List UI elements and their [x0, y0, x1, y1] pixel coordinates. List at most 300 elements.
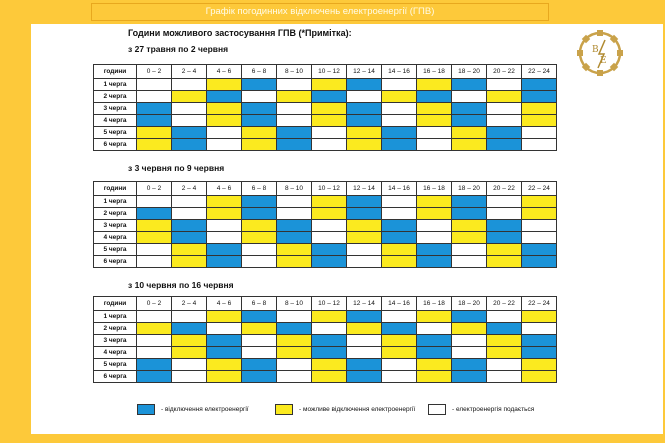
outage-cell — [487, 139, 522, 151]
power-on-cell — [382, 103, 417, 115]
time-slot-header: 14 – 16 — [382, 297, 417, 311]
time-slot-header: 8 – 10 — [277, 297, 312, 311]
outage-cell — [452, 103, 487, 115]
power-on-cell — [522, 127, 557, 139]
possible-outage-cell — [312, 371, 347, 383]
time-slot-header: 0 – 2 — [137, 65, 172, 79]
possible-outage-cell — [137, 127, 172, 139]
outage-cell — [277, 127, 312, 139]
outage-cell — [242, 115, 277, 127]
possible-outage-cell — [312, 359, 347, 371]
queue-label: 6 черга — [94, 371, 137, 383]
possible-outage-cell — [242, 323, 277, 335]
time-slot-header: 22 – 24 — [522, 65, 557, 79]
outage-cell — [172, 127, 207, 139]
possible-outage-cell — [207, 79, 242, 91]
outage-cell — [207, 244, 242, 256]
power-on-cell — [207, 220, 242, 232]
outage-cell — [207, 335, 242, 347]
queue-label: 2 черга — [94, 323, 137, 335]
queue-row — [94, 79, 557, 91]
power-on-cell — [312, 232, 347, 244]
queue-row — [94, 371, 557, 383]
power-on-cell — [522, 323, 557, 335]
outage-cell — [172, 220, 207, 232]
legend-label-off: - відключення електроенергії — [161, 406, 249, 413]
time-slot-header: 18 – 20 — [452, 297, 487, 311]
outage-cell — [417, 91, 452, 103]
outage-cell — [137, 208, 172, 220]
possible-outage-cell — [207, 103, 242, 115]
legend-off — [137, 404, 249, 415]
power-on-cell — [137, 335, 172, 347]
time-slot-header: 8 – 10 — [277, 182, 312, 196]
outage-cell — [242, 196, 277, 208]
power-on-cell — [452, 335, 487, 347]
legend-on — [428, 404, 534, 415]
time-slot-header: 2 – 4 — [172, 297, 207, 311]
power-on-cell — [522, 232, 557, 244]
possible-outage-cell — [417, 115, 452, 127]
outage-cell — [417, 335, 452, 347]
outage-cell — [452, 79, 487, 91]
outage-cell — [487, 232, 522, 244]
queue-row — [94, 323, 557, 335]
outage-cell — [452, 208, 487, 220]
schedule-table-3 — [93, 296, 557, 383]
power-on-cell — [137, 196, 172, 208]
queue-row — [94, 359, 557, 371]
power-on-cell — [487, 371, 522, 383]
possible-outage-cell — [522, 371, 557, 383]
queue-label: 4 черга — [94, 115, 137, 127]
outage-cell — [277, 323, 312, 335]
queue-row — [94, 311, 557, 323]
time-slot-header: 14 – 16 — [382, 65, 417, 79]
power-on-cell — [172, 196, 207, 208]
time-slot-header: 2 – 4 — [172, 65, 207, 79]
outage-cell — [452, 311, 487, 323]
possible-outage-cell — [312, 208, 347, 220]
possible-outage-cell — [312, 311, 347, 323]
queue-row — [94, 244, 557, 256]
header-row — [94, 297, 557, 311]
possible-outage-cell — [522, 208, 557, 220]
queue-row — [94, 127, 557, 139]
possible-outage-cell — [172, 244, 207, 256]
queue-label: 3 черга — [94, 335, 137, 347]
outage-cell — [522, 91, 557, 103]
header-row — [94, 65, 557, 79]
time-slot-header: 20 – 22 — [487, 297, 522, 311]
outage-cell — [487, 323, 522, 335]
power-on-cell — [522, 220, 557, 232]
possible-outage-cell — [172, 91, 207, 103]
outage-cell — [242, 311, 277, 323]
queue-label: 5 черга — [94, 359, 137, 371]
period-label-3: з 10 червня по 16 червня — [128, 280, 234, 290]
time-slot-header: 20 – 22 — [487, 65, 522, 79]
queue-row — [94, 220, 557, 232]
outage-cell — [242, 103, 277, 115]
queue-label: 2 черга — [94, 208, 137, 220]
possible-outage-cell — [452, 232, 487, 244]
outage-cell — [487, 127, 522, 139]
power-on-cell — [452, 244, 487, 256]
possible-outage-cell — [417, 79, 452, 91]
outage-cell — [347, 79, 382, 91]
queue-row — [94, 115, 557, 127]
outage-cell — [207, 256, 242, 268]
time-slot-header: 14 – 16 — [382, 182, 417, 196]
energy-company-logo — [575, 30, 625, 76]
time-slot-header: 12 – 14 — [347, 297, 382, 311]
power-on-cell — [242, 91, 277, 103]
power-on-cell — [347, 347, 382, 359]
power-on-cell — [312, 323, 347, 335]
outage-cell — [277, 232, 312, 244]
header-row — [94, 182, 557, 196]
time-slot-header: 4 – 6 — [207, 297, 242, 311]
possible-outage-cell — [347, 220, 382, 232]
outage-cell — [522, 244, 557, 256]
possible-outage-cell — [487, 335, 522, 347]
power-on-cell — [277, 371, 312, 383]
possible-outage-cell — [347, 232, 382, 244]
power-on-cell — [347, 256, 382, 268]
time-slot-header: 16 – 18 — [417, 65, 452, 79]
possible-outage-cell — [417, 371, 452, 383]
svg-text:Е: Е — [600, 56, 607, 66]
possible-outage-cell — [382, 335, 417, 347]
time-slot-header: 22 – 24 — [522, 297, 557, 311]
time-slot-header: 8 – 10 — [277, 65, 312, 79]
possible-outage-cell — [417, 311, 452, 323]
possible-outage-cell — [522, 196, 557, 208]
time-slot-header: 6 – 8 — [242, 297, 277, 311]
outage-cell — [312, 256, 347, 268]
period-label-2: з 3 червня по 9 червня — [128, 163, 225, 173]
possible-outage-cell — [487, 244, 522, 256]
possible-outage-cell — [207, 311, 242, 323]
possible-outage-cell — [382, 256, 417, 268]
power-on-cell — [137, 244, 172, 256]
possible-outage-cell — [417, 103, 452, 115]
power-on-cell — [312, 127, 347, 139]
outage-cell — [242, 79, 277, 91]
outage-cell — [312, 244, 347, 256]
power-on-cell — [382, 371, 417, 383]
time-slot-header: 22 – 24 — [522, 182, 557, 196]
possible-outage-cell — [137, 220, 172, 232]
queue-label: 4 черга — [94, 232, 137, 244]
possible-outage-cell — [452, 220, 487, 232]
schedule-table-1 — [93, 64, 557, 151]
outage-cell — [137, 371, 172, 383]
possible-outage-cell — [452, 323, 487, 335]
power-on-cell — [137, 91, 172, 103]
possible-outage-cell — [382, 91, 417, 103]
power-on-cell — [382, 115, 417, 127]
outage-cell — [347, 311, 382, 323]
time-slot-header: 10 – 12 — [312, 182, 347, 196]
possible-outage-cell — [522, 115, 557, 127]
possible-outage-cell — [207, 208, 242, 220]
possible-outage-cell — [277, 91, 312, 103]
time-slot-header: 10 – 12 — [312, 297, 347, 311]
hours-label: години — [94, 65, 137, 79]
possible-outage-cell — [487, 91, 522, 103]
queue-row — [94, 139, 557, 151]
power-on-cell — [452, 347, 487, 359]
legend-maybe — [275, 404, 415, 415]
legend-label-on: - електроенергія подається — [452, 406, 535, 413]
time-slot-header: 20 – 22 — [487, 182, 522, 196]
outage-cell — [277, 139, 312, 151]
svg-text:В: В — [592, 45, 599, 55]
possible-outage-cell — [382, 244, 417, 256]
power-on-cell — [417, 139, 452, 151]
power-on-cell — [137, 347, 172, 359]
possible-outage-cell — [207, 371, 242, 383]
power-on-cell — [277, 196, 312, 208]
outage-cell — [172, 323, 207, 335]
legend-swatch-maybe — [275, 404, 293, 415]
possible-outage-cell — [522, 311, 557, 323]
time-slot-header: 6 – 8 — [242, 182, 277, 196]
power-on-cell — [347, 335, 382, 347]
possible-outage-cell — [312, 103, 347, 115]
legend-swatch-off — [137, 404, 155, 415]
queue-label: 3 черга — [94, 103, 137, 115]
possible-outage-cell — [312, 115, 347, 127]
queue-label: 1 черга — [94, 311, 137, 323]
possible-outage-cell — [137, 323, 172, 335]
possible-outage-cell — [522, 359, 557, 371]
power-on-cell — [172, 79, 207, 91]
power-on-cell — [452, 256, 487, 268]
outage-cell — [347, 115, 382, 127]
outage-cell — [312, 91, 347, 103]
power-on-cell — [487, 359, 522, 371]
outage-cell — [277, 220, 312, 232]
possible-outage-cell — [417, 359, 452, 371]
power-on-cell — [277, 103, 312, 115]
queue-label: 6 черга — [94, 256, 137, 268]
queue-label: 4 черга — [94, 347, 137, 359]
possible-outage-cell — [417, 196, 452, 208]
possible-outage-cell — [137, 139, 172, 151]
possible-outage-cell — [347, 127, 382, 139]
time-slot-header: 0 – 2 — [137, 182, 172, 196]
outage-cell — [452, 371, 487, 383]
possible-outage-cell — [347, 139, 382, 151]
possible-outage-cell — [207, 359, 242, 371]
power-on-cell — [207, 232, 242, 244]
time-slot-header: 4 – 6 — [207, 182, 242, 196]
power-on-cell — [172, 103, 207, 115]
outage-cell — [452, 196, 487, 208]
possible-outage-cell — [277, 244, 312, 256]
power-on-cell — [347, 91, 382, 103]
outage-cell — [347, 208, 382, 220]
outage-cell — [452, 359, 487, 371]
queue-row — [94, 335, 557, 347]
power-on-cell — [487, 103, 522, 115]
possible-outage-cell — [417, 208, 452, 220]
possible-outage-cell — [277, 335, 312, 347]
outage-cell — [137, 115, 172, 127]
time-slot-header: 18 – 20 — [452, 65, 487, 79]
power-on-cell — [207, 127, 242, 139]
queue-row — [94, 256, 557, 268]
possible-outage-cell — [312, 196, 347, 208]
outage-cell — [382, 220, 417, 232]
possible-outage-cell — [277, 347, 312, 359]
power-on-cell — [277, 115, 312, 127]
time-slot-header: 4 – 6 — [207, 65, 242, 79]
possible-outage-cell — [452, 139, 487, 151]
outage-cell — [417, 347, 452, 359]
possible-outage-cell — [382, 347, 417, 359]
possible-outage-cell — [242, 139, 277, 151]
outage-cell — [242, 359, 277, 371]
queue-label: 6 черга — [94, 139, 137, 151]
outage-cell — [522, 256, 557, 268]
possible-outage-cell — [172, 256, 207, 268]
power-on-cell — [487, 208, 522, 220]
queue-label: 5 черга — [94, 244, 137, 256]
outage-cell — [382, 139, 417, 151]
queue-row — [94, 232, 557, 244]
schedule-table-2 — [93, 181, 557, 268]
legend-label-maybe: - можливе відключення електроенергії — [299, 406, 416, 413]
outage-cell — [242, 371, 277, 383]
power-on-cell — [207, 139, 242, 151]
power-on-cell — [382, 359, 417, 371]
possible-outage-cell — [207, 115, 242, 127]
time-slot-header: 18 – 20 — [452, 182, 487, 196]
possible-outage-cell — [277, 256, 312, 268]
power-on-cell — [137, 256, 172, 268]
hours-label: години — [94, 182, 137, 196]
possible-outage-cell — [242, 232, 277, 244]
power-on-cell — [382, 208, 417, 220]
outage-cell — [347, 103, 382, 115]
queue-row — [94, 208, 557, 220]
queue-label: 1 черга — [94, 196, 137, 208]
power-on-cell — [242, 244, 277, 256]
outage-cell — [207, 91, 242, 103]
time-slot-header: 12 – 14 — [347, 65, 382, 79]
possible-outage-cell — [172, 335, 207, 347]
page-title: Графік погодинних відключень електроенергії (ГПВ) — [91, 3, 549, 21]
outage-cell — [452, 115, 487, 127]
power-on-cell — [172, 359, 207, 371]
power-on-cell — [172, 311, 207, 323]
outage-cell — [172, 232, 207, 244]
time-slot-header: 12 – 14 — [347, 182, 382, 196]
possible-outage-cell — [242, 127, 277, 139]
outage-cell — [382, 323, 417, 335]
power-on-cell — [487, 79, 522, 91]
power-on-cell — [277, 208, 312, 220]
outage-cell — [172, 139, 207, 151]
power-on-cell — [242, 335, 277, 347]
power-on-cell — [312, 139, 347, 151]
possible-outage-cell — [487, 256, 522, 268]
power-on-cell — [277, 79, 312, 91]
possible-outage-cell — [242, 220, 277, 232]
queue-label: 5 черга — [94, 127, 137, 139]
legend-swatch-on — [428, 404, 446, 415]
power-on-cell — [487, 311, 522, 323]
possible-outage-cell — [207, 196, 242, 208]
power-on-cell — [382, 196, 417, 208]
outage-cell — [382, 232, 417, 244]
power-on-cell — [417, 323, 452, 335]
outage-cell — [487, 220, 522, 232]
time-slot-header: 0 – 2 — [137, 297, 172, 311]
queue-row — [94, 196, 557, 208]
possible-outage-cell — [312, 79, 347, 91]
power-on-cell — [172, 371, 207, 383]
queue-label: 2 черга — [94, 91, 137, 103]
outage-cell — [312, 347, 347, 359]
power-on-cell — [487, 196, 522, 208]
time-slot-header: 16 – 18 — [417, 297, 452, 311]
outage-cell — [347, 196, 382, 208]
possible-outage-cell — [522, 103, 557, 115]
power-on-cell — [312, 220, 347, 232]
hours-label: години — [94, 297, 137, 311]
power-on-cell — [522, 139, 557, 151]
queue-label: 3 черга — [94, 220, 137, 232]
outage-cell — [207, 347, 242, 359]
power-on-cell — [172, 115, 207, 127]
possible-outage-cell — [347, 323, 382, 335]
power-on-cell — [417, 220, 452, 232]
power-on-cell — [277, 311, 312, 323]
time-slot-header: 10 – 12 — [312, 65, 347, 79]
power-on-cell — [172, 208, 207, 220]
outage-cell — [522, 335, 557, 347]
queue-row — [94, 347, 557, 359]
power-on-cell — [137, 79, 172, 91]
outage-cell — [242, 208, 277, 220]
period-label-1: з 27 травня по 2 червня — [128, 44, 229, 54]
possible-outage-cell — [452, 127, 487, 139]
power-on-cell — [382, 311, 417, 323]
power-on-cell — [382, 79, 417, 91]
power-on-cell — [347, 244, 382, 256]
power-on-cell — [487, 115, 522, 127]
outage-cell — [347, 371, 382, 383]
possible-outage-cell — [172, 347, 207, 359]
possible-outage-cell — [137, 232, 172, 244]
outage-cell — [417, 256, 452, 268]
outage-cell — [137, 103, 172, 115]
time-slot-header: 2 – 4 — [172, 182, 207, 196]
outage-cell — [522, 79, 557, 91]
schedule-heading: Години можливого застосування ГПВ (*Примітка): — [128, 28, 352, 38]
outage-cell — [417, 244, 452, 256]
queue-row — [94, 103, 557, 115]
time-slot-header: 16 – 18 — [417, 182, 452, 196]
queue-label: 1 черга — [94, 79, 137, 91]
power-on-cell — [277, 359, 312, 371]
possible-outage-cell — [487, 347, 522, 359]
